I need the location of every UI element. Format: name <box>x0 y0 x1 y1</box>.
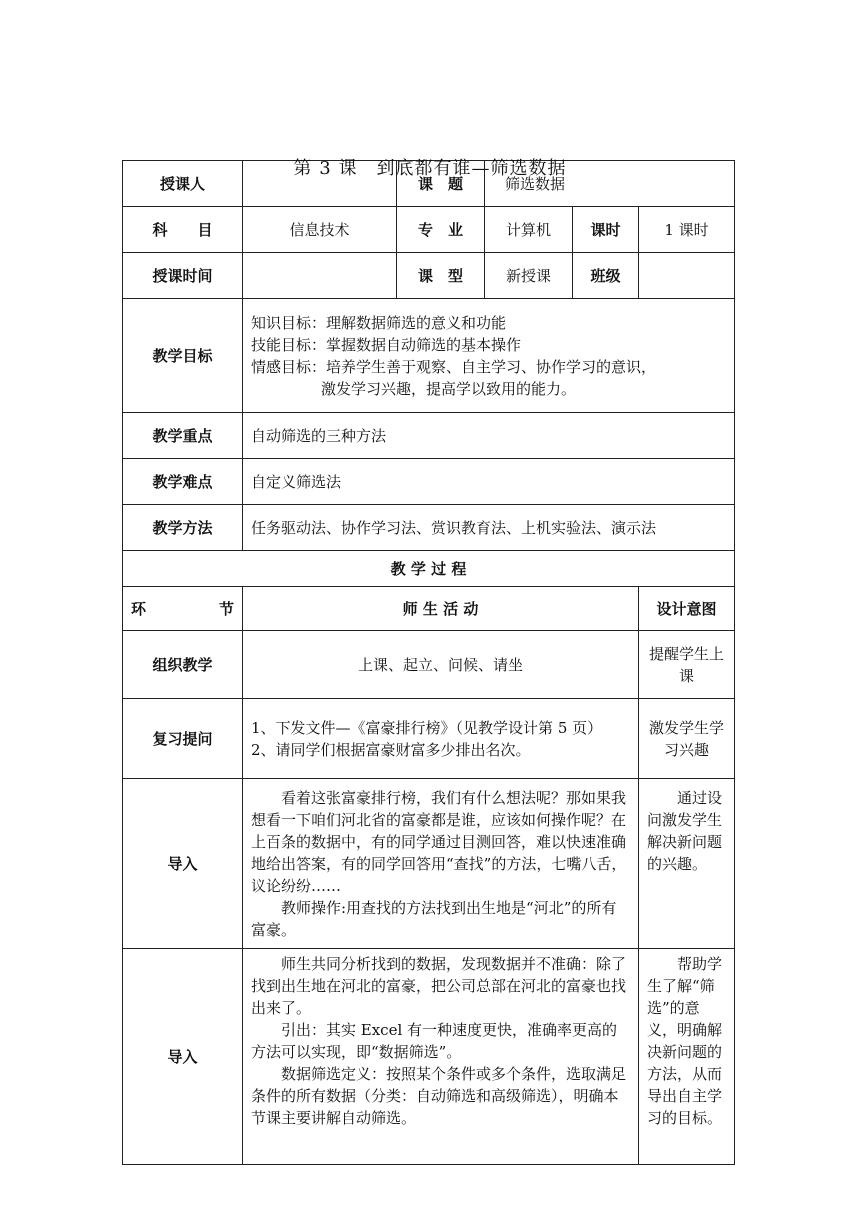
intent-review: 激发学生学习兴趣 <box>639 699 735 779</box>
topic-label: 课 题 <box>397 161 485 207</box>
col-stage-header <box>123 587 243 631</box>
row-subject <box>123 207 735 253</box>
lesson-plan-table <box>122 160 735 1165</box>
intent-intro-1: 通过设问激发学生解决新问题的兴趣。 <box>639 779 735 949</box>
time-label: 授课时间 <box>123 253 243 299</box>
row-goals <box>123 299 735 413</box>
method-value: 任务驱动法、协作学习法、赏识教育法、上机实验法、演示法 <box>243 505 735 551</box>
activity-review <box>243 699 639 779</box>
type-value: 新授课 <box>485 253 573 299</box>
difficulty-label: 教学难点 <box>123 459 243 505</box>
process-row-review <box>123 699 735 779</box>
intro2-para-3: 数据筛选定义：按照某个条件或多个条件，选取满足条件的所有数据（分类：自动筛选和高级筛选），明确本节课主要讲解自动筛选。 <box>251 1065 627 1127</box>
row-key-point <box>123 413 735 459</box>
activity-intro-1 <box>243 779 639 949</box>
topic-value: 筛选数据 <box>485 161 735 207</box>
goals-content <box>243 299 735 413</box>
process-row-intro-2 <box>123 949 735 1165</box>
row-process-columns <box>123 587 735 631</box>
process-header: 教 学 过 程 <box>123 551 735 587</box>
teacher-value <box>243 161 397 207</box>
goal-emotion-cont: 激发学习兴趣，提高学以致用的能力。 <box>321 379 577 398</box>
intent-intro-2: 帮助学生了解“筛选”的意义，明确解决新问题的方法，从而导出自主学习的目标。 <box>639 949 735 1165</box>
type-label: 课 型 <box>397 253 485 299</box>
key-point-value: 自动筛选的三种方法 <box>243 413 735 459</box>
row-teacher-topic <box>123 161 735 207</box>
hours-value: 1 课时 <box>639 207 735 253</box>
col-activity-header: 师 生 活 动 <box>243 587 639 631</box>
subject-label: 科 目 <box>123 207 243 253</box>
activity-intro-2 <box>243 949 639 1165</box>
class-value <box>639 253 735 299</box>
col-intent-header: 设计意图 <box>639 587 735 631</box>
hours-label: 课时 <box>573 207 639 253</box>
goals-label: 教学目标 <box>123 299 243 413</box>
major-label: 专 业 <box>397 207 485 253</box>
intro2-para-2: 引出：其实 Excel 有一种速度更快，准确率更高的方法可以实现，即“数据筛选”。 <box>251 1021 618 1061</box>
stage-organize: 组织教学 <box>123 631 243 699</box>
row-difficulty <box>123 459 735 505</box>
major-value: 计算机 <box>485 207 573 253</box>
review-line-2: 2、请同学们根据富豪财富多少排出名次。 <box>251 740 531 759</box>
activity-organize: 上课、起立、问候、请坐 <box>243 631 639 699</box>
key-point-label: 教学重点 <box>123 413 243 459</box>
stage-intro-1: 导入 <box>123 779 243 949</box>
intent-organize: 提醒学生上课 <box>639 631 735 699</box>
class-label: 班级 <box>573 253 639 299</box>
subject-value: 信息技术 <box>243 207 397 253</box>
process-row-intro-1 <box>123 779 735 949</box>
row-process-header <box>123 551 735 587</box>
teacher-label: 授课人 <box>123 161 243 207</box>
intro1-para-1: 看着这张富豪排行榜，我们有什么想法呢？那如果我想看一下咱们河北省的富豪都是谁，应该如何操作呢？在上百条的数据中，有的同学通过目测回答，难以快速准确地给出答案，有的同学回答用“查找”的方法，七嘴八舌，议论纷纷…… <box>251 788 627 895</box>
col-stage-b: 节 <box>218 599 234 618</box>
document-title: 第 3 课 到底都有谁—筛选数据 <box>293 158 567 179</box>
col-stage-a: 环 <box>131 599 147 618</box>
intro2-para-1: 师生共同分析找到的数据，发现数据并不准确：除了找到出生地在河北的富豪，把公司总部在河北的富豪也找出来了。 <box>251 955 627 1017</box>
difficulty-value: 自定义筛选法 <box>243 459 735 505</box>
goal-knowledge: 知识目标：理解数据筛选的意义和功能 <box>251 313 507 332</box>
row-method <box>123 505 735 551</box>
method-label: 教学方法 <box>123 505 243 551</box>
goal-skill: 技能目标：掌握数据自动筛选的基本操作 <box>251 335 522 354</box>
goal-emotion: 情感目标：培养学生善于观察、自主学习、协作学习的意识， <box>251 357 657 376</box>
stage-intro-2: 导入 <box>123 949 243 1165</box>
stage-review: 复习提问 <box>123 699 243 779</box>
review-line-1: 1、下发文件—《富豪排行榜》（见教学设计第 5 页） <box>251 718 603 737</box>
time-value <box>243 253 397 299</box>
process-row-organize <box>123 631 735 699</box>
intro1-para-2: 教师操作:用查找的方法找到出生地是“河北”的所有富豪。 <box>251 898 617 939</box>
row-time <box>123 253 735 299</box>
